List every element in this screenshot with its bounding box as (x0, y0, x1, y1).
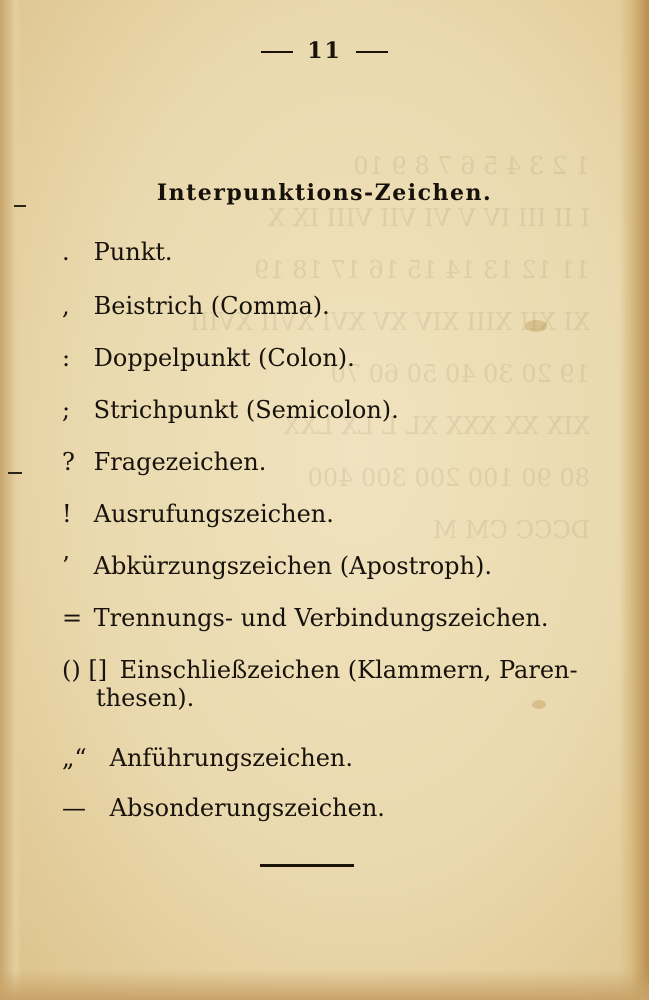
list-item (62, 344, 582, 396)
page-edge-right (619, 0, 649, 1000)
punctuation-symbol: ? (62, 448, 75, 476)
list-item (62, 396, 582, 448)
page-edge-left (0, 0, 22, 1000)
punctuation-symbol: = (62, 604, 83, 632)
list-item (62, 794, 582, 844)
punctuation-list (62, 238, 582, 844)
margin-mark (8, 472, 22, 474)
list-item (62, 500, 582, 552)
page-heading: Interpunktions-Zeichen. (156, 180, 493, 206)
punctuation-symbol: „“ (62, 744, 87, 772)
punctuation-symbol: ’ (62, 552, 70, 580)
header-dash-right (356, 51, 388, 53)
punctuation-name: Fragezeichen. (93, 448, 267, 476)
punctuation-symbol: ; (62, 396, 71, 424)
list-item (62, 744, 582, 794)
punctuation-name-continued: thesen). (96, 684, 195, 712)
punctuation-name: Anführungszeichen. (109, 744, 354, 772)
list-item (62, 656, 582, 744)
page-number-text: 11 (307, 38, 342, 64)
header-dash-left (261, 51, 293, 53)
punctuation-name: Beistrich (Comma). (93, 292, 330, 320)
punctuation-name: Trennungs- und Verbindungszeichen. (93, 604, 549, 632)
punctuation-symbol: . (62, 238, 70, 266)
page-number (0, 38, 649, 64)
page-edge-bottom (0, 970, 649, 1000)
punctuation-name: Einschließzeichen (Klammern, Paren- (119, 656, 578, 684)
list-item (62, 448, 582, 500)
list-item (62, 238, 582, 292)
list-item (62, 292, 582, 344)
punctuation-symbol: : (62, 344, 71, 372)
show-through-text: 1 2 3 4 5 6 7 8 9 10 I II III IV V VI VII VIII IX X 11 12 13 14 15 16 17 18 19 XI XII XIII XIV XV XVI XVII XVIII 19 20 30 40 50 60 70 XIX XX XXX XL L LX LXX 80 90 100 200 300 400 DCCC CM M (190, 152, 590, 544)
punctuation-symbol: , (62, 292, 70, 320)
punctuation-name: Punkt. (93, 238, 173, 266)
list-item (62, 552, 582, 604)
punctuation-name: Absonderungszeichen. (109, 794, 385, 822)
closing-rule (260, 864, 354, 867)
list-item (62, 604, 582, 656)
punctuation-name: Ausrufungszeichen. (93, 500, 334, 528)
punctuation-name: Abkürzungszeichen (Apostroph). (93, 552, 492, 580)
punctuation-symbol: () [] (62, 656, 108, 684)
punctuation-name: Strichpunkt (Semicolon). (93, 396, 399, 424)
punctuation-symbol: — (62, 794, 86, 822)
punctuation-symbol: ! (62, 500, 72, 528)
punctuation-name: Doppelpunkt (Colon). (93, 344, 355, 372)
